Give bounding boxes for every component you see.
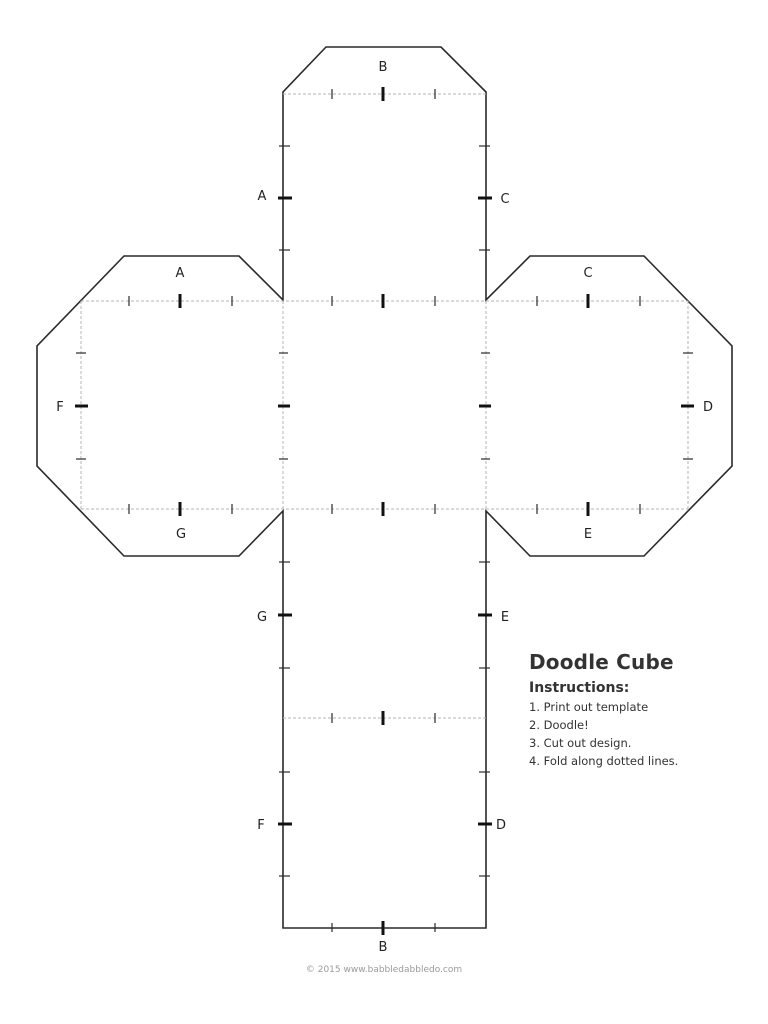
label-f-lower: F [257, 818, 265, 833]
label-d-right: D [702, 400, 714, 415]
edge-labels [56, 60, 713, 955]
label-c-side: C [500, 192, 510, 207]
cut-outline [37, 47, 732, 928]
label-e-flap: E [583, 527, 593, 542]
label-d-lower: D [495, 818, 507, 833]
label-a-side: A [257, 189, 267, 204]
label-f-left: F [56, 400, 64, 415]
label-a-flap: A [175, 266, 185, 281]
instructions-heading: Instructions: [529, 680, 630, 696]
instruction-step: 2. Doodle! [529, 718, 589, 732]
instructions-panel [529, 650, 759, 770]
label-e-lower: E [500, 610, 510, 625]
instruction-step: 3. Cut out design. [529, 736, 632, 750]
fold-lines [81, 94, 688, 718]
label-b-bottom: B [378, 940, 388, 955]
label-b-top: B [378, 60, 388, 75]
instructions-list [529, 698, 759, 770]
page-title: Doodle Cube [529, 650, 674, 674]
footer-copyright: © 2015 www.babbledabbledo.com [305, 965, 463, 975]
label-c-flap: C [583, 266, 593, 281]
label-g-flap: G [175, 527, 187, 542]
instruction-step: 4. Fold along dotted lines. [529, 754, 679, 768]
instruction-step: 1. Print out template [529, 700, 649, 714]
label-g-lower: G [256, 610, 268, 625]
tick-marks [75, 87, 694, 935]
